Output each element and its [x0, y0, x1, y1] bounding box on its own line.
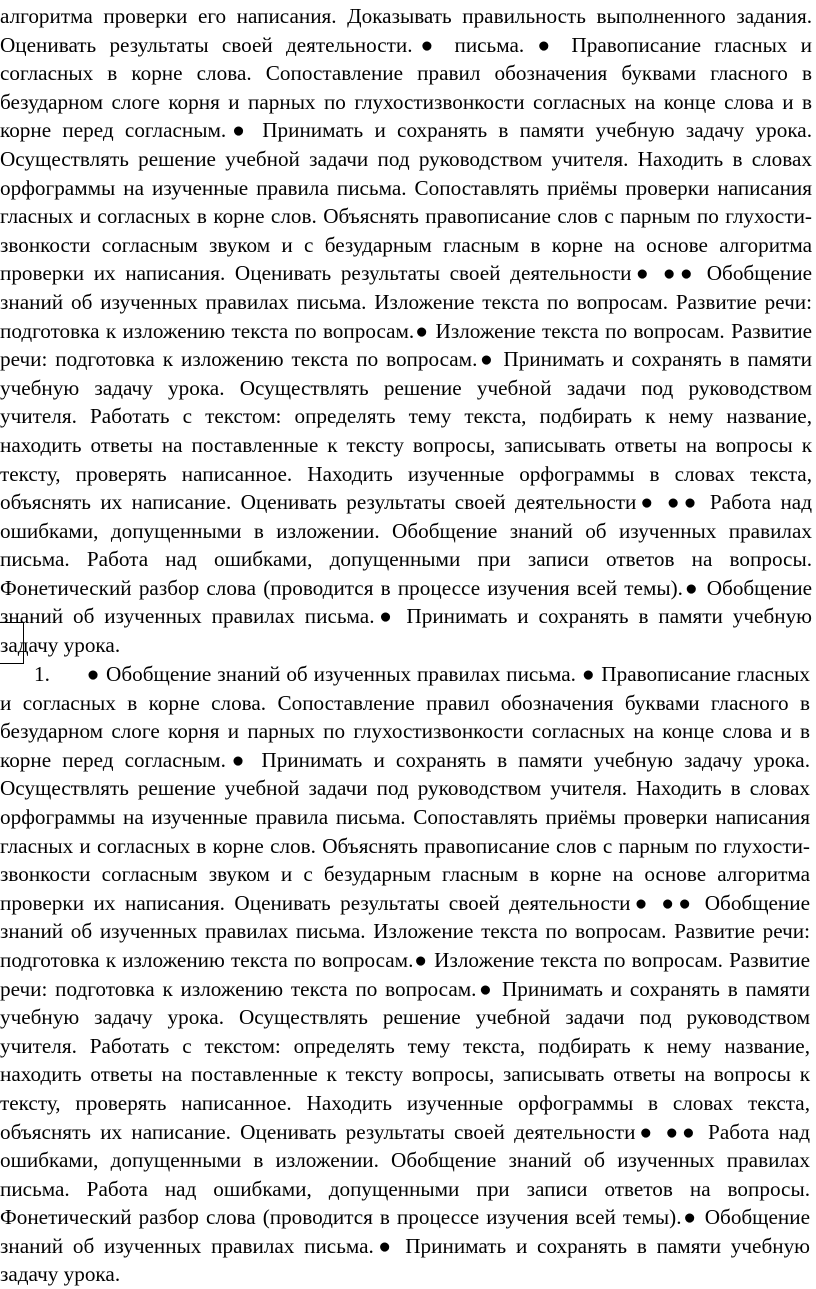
numbered-list	[0, 660, 812, 1289]
list-item	[0, 660, 812, 1289]
empty-table-cell-box	[0, 622, 24, 664]
list-item-text: ● Обобщение знаний об изученных правилах письма. ● Правописание гласных и согласных в корне слова. Сопоставление правил обозначения буквами гласного в безударном слоге корня и парных по глухостизвонкости согласных на конце слова и в корне перед согласным.● Принимать и сохранять в памяти учебную задачу урока. Осуществлять решение учебной задачи под руководством учителя. Находить в словах орфограммы на изученные правила письма. Сопоставлять приёмы проверки написания гласных и согласных в корне слов. Объяснять правописание слов с парным по глухости-звонкости согласным звуком и с безударным гласным в корне на основе алгоритма проверки их написания. Оценивать результаты своей деятельности● ●● Обобщение знаний об изученных правилах письма. Изложение текста по вопросам. Развитие речи: подготовка к изложению текста по вопросам.● Изложение текста по вопросам. Развитие речи: подготовка к изложению текста по вопросам.● Принимать и сохранять в памяти учебную задачу урока. Осуществлять решение учебной задачи под руководством учителя. Работать с текстом: определять тему текста, подбирать к нему название, находить ответы на поставленные к тексту вопросы, записывать ответы на вопросы к тексту, проверять написанное. Находить изученные орфограммы в словах текста, объяснять их написание. Оценивать результаты своей деятельности● ●● Работа над ошибками, допущенными в изложении. Обобщение знаний об изученных правилах письма. Работа над ошибками, допущенными при записи ответов на вопросы. Фонетический разбор слова (проводится в процессе изучения всей темы).● Обобщение знаний об изученных правилах письма.● Принимать и сохранять в памяти учебную задачу урока.	[0, 662, 810, 1287]
continued-paragraph: алгоритма проверки его написания. Доказывать правильность выполненного задания. Оценивать результаты своей деятельности.● письма. ● Правописание гласных и согласных в корне слова. Сопоставление правил обозначения буквами гласного в безударном слоге корня и парных по глухостизвонкости согласных на конце слова и в корне перед согласным.● Принимать и сохранять в памяти учебную задачу урока. Осуществлять решение учебной задачи под руководством учителя. Находить в словах орфограммы на изученные правила письма. Сопоставлять приёмы проверки написания гласных и согласных в корне слов. Объяснять правописание слов с парным по глухости-звонкости согласным звуком и с безударным гласным в корне на основе алгоритма проверки их написания. Оценивать результаты своей деятельности● ●● Обобщение знаний об изученных правилах письма. Изложение текста по вопросам. Развитие речи: подготовка к изложению текста по вопросам.● Изложение текста по вопросам. Развитие речи: подготовка к изложению текста по вопросам.● Принимать и сохранять в памяти учебную задачу урока. Осуществлять решение учебной задачи под руководством учителя. Работать с текстом: определять тему текста, подбирать к нему название, находить ответы на поставленные к тексту вопросы, записывать ответы на вопросы к тексту, проверять написанное. Находить изученные орфограммы в словах текста, объяснять их написание. Оценивать результаты своей деятельности● ●● Работа над ошибками, допущенными в изложении. Обобщение знаний об изученных правилах письма. Работа над ошибками, допущенными при записи ответов на вопросы. Фонетический разбор слова (проводится в процессе изучения всей темы).● Обобщение знаний об изученных правилах письма.● Принимать и сохранять в памяти учебную задачу урока.	[0, 4, 812, 658]
list-item-number: 1.	[34, 662, 50, 686]
